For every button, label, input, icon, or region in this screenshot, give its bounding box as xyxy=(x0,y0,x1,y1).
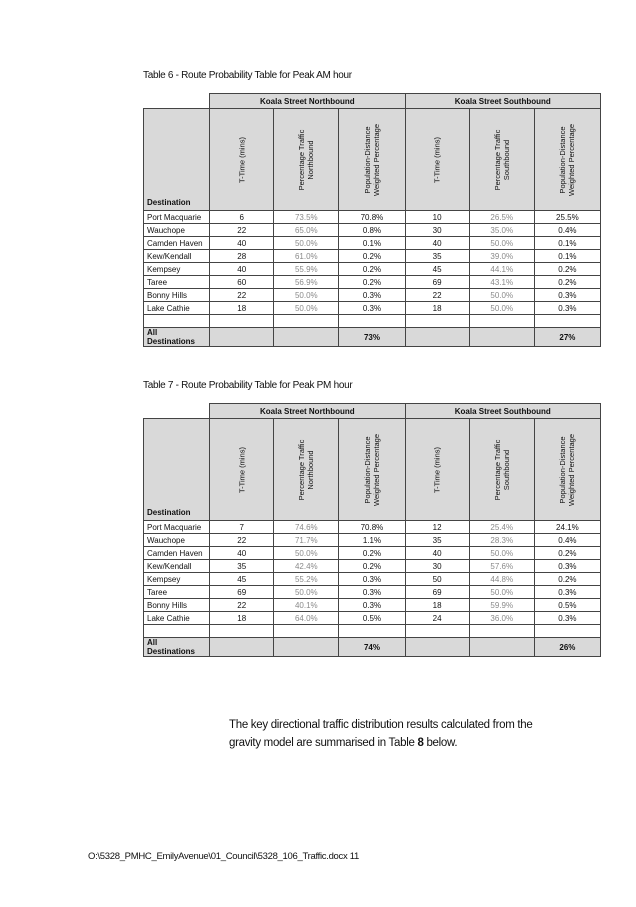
destination-cell: Kempsey xyxy=(144,573,210,586)
value-cell: 0.2% xyxy=(339,263,405,276)
value-cell: 0.2% xyxy=(339,560,405,573)
empty-cell xyxy=(405,328,469,347)
value-cell: 18 xyxy=(405,599,469,612)
value-cell: 18 xyxy=(210,302,274,315)
value-cell: 35 xyxy=(210,560,274,573)
column-header-label: T-Time (mins) xyxy=(237,446,247,493)
value-cell: 24.1% xyxy=(534,521,600,534)
column-header-wrap xyxy=(406,419,469,520)
column-header-label: T-Time (mins) xyxy=(237,136,247,183)
group-northbound: Koala Street Northbound xyxy=(210,404,405,419)
value-cell: 50.0% xyxy=(469,586,534,599)
value-cell: 0.2% xyxy=(534,547,600,560)
total-label: All Destinations xyxy=(144,638,210,657)
value-cell: 35 xyxy=(405,534,469,547)
value-cell: 35 xyxy=(405,250,469,263)
value-cell: 0.2% xyxy=(339,276,405,289)
empty-cell xyxy=(210,638,274,657)
table-6 xyxy=(143,93,601,347)
value-cell: 40 xyxy=(210,263,274,276)
group-header-row xyxy=(144,94,601,109)
value-cell: 36.0% xyxy=(469,612,534,625)
empty-cell xyxy=(534,625,600,638)
group-southbound: Koala Street Southbound xyxy=(405,94,600,109)
column-header xyxy=(469,109,534,211)
destination-cell: Camden Haven xyxy=(144,547,210,560)
group-southbound: Koala Street Southbound xyxy=(405,404,600,419)
value-cell: 0.3% xyxy=(339,573,405,586)
empty-cell xyxy=(274,638,339,657)
column-header-label: T-Time (mins) xyxy=(432,446,442,493)
column-header-wrap xyxy=(339,419,404,520)
empty-cell xyxy=(405,625,469,638)
table-6-caption: Table 6 - Route Probability Table for Peak AM hour xyxy=(143,70,352,81)
group-header-row xyxy=(144,404,601,419)
corner-cell xyxy=(144,404,210,419)
value-cell: 22 xyxy=(405,289,469,302)
empty-cell xyxy=(469,315,534,328)
table-row xyxy=(144,263,601,276)
table-row xyxy=(144,224,601,237)
empty-cell xyxy=(210,328,274,347)
value-cell: 69 xyxy=(405,586,469,599)
value-cell: 0.2% xyxy=(534,263,600,276)
value-cell: 50.0% xyxy=(274,289,339,302)
value-cell: 0.2% xyxy=(534,276,600,289)
value-cell: 40 xyxy=(210,547,274,560)
empty-cell xyxy=(210,625,274,638)
value-cell: 50 xyxy=(405,573,469,586)
column-header-row xyxy=(144,419,601,521)
value-cell: 28 xyxy=(210,250,274,263)
destination-header: Destination xyxy=(144,419,210,521)
destination-cell: Bonny Hills xyxy=(144,599,210,612)
value-cell: 70.8% xyxy=(339,211,405,224)
value-cell: 45 xyxy=(210,573,274,586)
empty-cell xyxy=(144,625,210,638)
column-header-label: Population-Distance Weighted Percentage xyxy=(362,123,381,196)
destination-cell: Kew/Kendall xyxy=(144,250,210,263)
value-cell: 24 xyxy=(405,612,469,625)
value-cell: 70.8% xyxy=(339,521,405,534)
column-header xyxy=(210,419,274,521)
column-header-label: Percentage Traffic Southbound xyxy=(492,439,511,500)
value-cell: 0.3% xyxy=(534,560,600,573)
value-cell: 55.2% xyxy=(274,573,339,586)
value-cell: 0.3% xyxy=(534,302,600,315)
table-row xyxy=(144,276,601,289)
value-cell: 43.1% xyxy=(469,276,534,289)
column-header-wrap xyxy=(470,419,534,520)
column-header-wrap xyxy=(274,109,338,210)
value-cell: 0.1% xyxy=(534,250,600,263)
value-cell: 61.0% xyxy=(274,250,339,263)
table-row xyxy=(144,534,601,547)
value-cell: 22 xyxy=(210,534,274,547)
table-row xyxy=(144,573,601,586)
column-header-wrap xyxy=(210,109,273,210)
value-cell: 50.0% xyxy=(274,586,339,599)
total-label: All Destinations xyxy=(144,328,210,347)
value-cell: 0.1% xyxy=(534,237,600,250)
value-cell: 22 xyxy=(210,224,274,237)
empty-cell xyxy=(339,625,405,638)
table-row xyxy=(144,302,601,315)
spacer-row xyxy=(144,625,601,638)
table-row xyxy=(144,250,601,263)
value-cell: 28.3% xyxy=(469,534,534,547)
value-cell: 64.0% xyxy=(274,612,339,625)
empty-cell xyxy=(144,315,210,328)
column-header-label: Population-Distance Weighted Percentage xyxy=(558,123,577,196)
value-cell: 0.3% xyxy=(534,586,600,599)
value-cell: 40 xyxy=(210,237,274,250)
value-cell: 57.6% xyxy=(469,560,534,573)
column-header xyxy=(405,419,469,521)
empty-cell xyxy=(210,315,274,328)
column-header xyxy=(339,419,405,521)
value-cell: 50.0% xyxy=(469,237,534,250)
value-cell: 7 xyxy=(210,521,274,534)
value-cell: 42.4% xyxy=(274,560,339,573)
destination-cell: Kew/Kendall xyxy=(144,560,210,573)
value-cell: 74.6% xyxy=(274,521,339,534)
corner-cell xyxy=(144,94,210,109)
value-cell: 59.9% xyxy=(469,599,534,612)
table-row xyxy=(144,612,601,625)
destination-cell: Bonny Hills xyxy=(144,289,210,302)
empty-cell xyxy=(534,315,600,328)
destination-cell: Lake Cathie xyxy=(144,612,210,625)
value-cell: 0.1% xyxy=(339,237,405,250)
table-row xyxy=(144,521,601,534)
body-paragraph xyxy=(229,716,559,752)
value-cell: 50.0% xyxy=(274,547,339,560)
value-cell: 0.3% xyxy=(339,289,405,302)
value-cell: 50.0% xyxy=(469,289,534,302)
total-southbound: 26% xyxy=(534,638,600,657)
value-cell: 50.0% xyxy=(469,547,534,560)
column-header-label: Population-Distance Weighted Percentage xyxy=(558,433,577,506)
value-cell: 73.5% xyxy=(274,211,339,224)
table-row xyxy=(144,237,601,250)
value-cell: 40 xyxy=(405,547,469,560)
column-header-label: Percentage Traffic Northbound xyxy=(297,129,316,190)
value-cell: 18 xyxy=(210,612,274,625)
table-row xyxy=(144,586,601,599)
column-header xyxy=(339,109,405,211)
value-cell: 0.3% xyxy=(339,599,405,612)
value-cell: 0.5% xyxy=(339,612,405,625)
value-cell: 0.2% xyxy=(534,573,600,586)
total-row xyxy=(144,328,601,347)
value-cell: 35.0% xyxy=(469,224,534,237)
value-cell: 25.5% xyxy=(534,211,600,224)
destination-cell: Camden Haven xyxy=(144,237,210,250)
value-cell: 30 xyxy=(405,560,469,573)
empty-cell xyxy=(274,625,339,638)
empty-cell xyxy=(274,328,339,347)
value-cell: 44.1% xyxy=(469,263,534,276)
column-header xyxy=(405,109,469,211)
value-cell: 18 xyxy=(405,302,469,315)
footer-file-path: O:\5328_PMHC_EmilyAvenue\01_Council\5328_106_Traffic.docx 11 xyxy=(88,851,360,862)
destination-cell: Wauchope xyxy=(144,224,210,237)
group-northbound: Koala Street Northbound xyxy=(210,94,405,109)
empty-cell xyxy=(469,328,534,347)
value-cell: 1.1% xyxy=(339,534,405,547)
column-header-wrap xyxy=(535,109,600,210)
column-header-label: T-Time (mins) xyxy=(432,136,442,183)
column-header-wrap xyxy=(339,109,404,210)
column-header-row xyxy=(144,109,601,211)
destination-cell: Taree xyxy=(144,586,210,599)
destination-cell: Kempsey xyxy=(144,263,210,276)
value-cell: 0.3% xyxy=(534,612,600,625)
paragraph-text-end: below. xyxy=(423,737,458,749)
table-row xyxy=(144,547,601,560)
value-cell: 50.0% xyxy=(274,237,339,250)
value-cell: 56.9% xyxy=(274,276,339,289)
value-cell: 25.4% xyxy=(469,521,534,534)
column-header xyxy=(534,109,600,211)
empty-cell xyxy=(469,638,534,657)
spacer-row xyxy=(144,315,601,328)
value-cell: 65.0% xyxy=(274,224,339,237)
value-cell: 69 xyxy=(405,276,469,289)
value-cell: 0.4% xyxy=(534,534,600,547)
column-header xyxy=(274,419,339,521)
value-cell: 22 xyxy=(210,289,274,302)
destination-cell: Wauchope xyxy=(144,534,210,547)
table-7 xyxy=(143,403,601,657)
total-northbound: 74% xyxy=(339,638,405,657)
column-header-label: Population-Distance Weighted Percentage xyxy=(362,433,381,506)
table-row xyxy=(144,560,601,573)
empty-cell xyxy=(339,315,405,328)
table-row xyxy=(144,211,601,224)
column-header-wrap xyxy=(470,109,534,210)
destination-cell: Port Macquarie xyxy=(144,211,210,224)
destination-cell: Taree xyxy=(144,276,210,289)
value-cell: 0.4% xyxy=(534,224,600,237)
value-cell: 26.5% xyxy=(469,211,534,224)
destination-header: Destination xyxy=(144,109,210,211)
value-cell: 60 xyxy=(210,276,274,289)
value-cell: 71.7% xyxy=(274,534,339,547)
paragraph-text: The key directional traffic distribution results calculated from the gravity model are summarised in Table xyxy=(229,719,533,749)
value-cell: 0.5% xyxy=(534,599,600,612)
column-header-label: Percentage Traffic Northbound xyxy=(297,439,316,500)
column-header xyxy=(534,419,600,521)
value-cell: 50.0% xyxy=(469,302,534,315)
value-cell: 10 xyxy=(405,211,469,224)
table-row xyxy=(144,599,601,612)
empty-cell xyxy=(405,315,469,328)
empty-cell xyxy=(274,315,339,328)
column-header-wrap xyxy=(210,419,273,520)
value-cell: 39.0% xyxy=(469,250,534,263)
paragraph-table-ref: 8 xyxy=(417,737,424,749)
value-cell: 44.8% xyxy=(469,573,534,586)
value-cell: 45 xyxy=(405,263,469,276)
column-header xyxy=(210,109,274,211)
value-cell: 40 xyxy=(405,237,469,250)
value-cell: 0.3% xyxy=(534,289,600,302)
value-cell: 0.3% xyxy=(339,302,405,315)
column-header-wrap xyxy=(274,419,338,520)
column-header xyxy=(469,419,534,521)
value-cell: 0.3% xyxy=(339,586,405,599)
value-cell: 69 xyxy=(210,586,274,599)
value-cell: 6 xyxy=(210,211,274,224)
value-cell: 0.2% xyxy=(339,547,405,560)
empty-cell xyxy=(469,625,534,638)
table-row xyxy=(144,289,601,302)
total-row xyxy=(144,638,601,657)
value-cell: 50.0% xyxy=(274,302,339,315)
column-header-wrap xyxy=(406,109,469,210)
value-cell: 0.2% xyxy=(339,250,405,263)
column-header-label: Percentage Traffic Southbound xyxy=(492,129,511,190)
total-northbound: 73% xyxy=(339,328,405,347)
empty-cell xyxy=(405,638,469,657)
value-cell: 40.1% xyxy=(274,599,339,612)
value-cell: 55.9% xyxy=(274,263,339,276)
total-southbound: 27% xyxy=(534,328,600,347)
table-7-caption: Table 7 - Route Probability Table for Peak PM hour xyxy=(143,380,353,391)
value-cell: 0.8% xyxy=(339,224,405,237)
destination-cell: Port Macquarie xyxy=(144,521,210,534)
destination-cell: Lake Cathie xyxy=(144,302,210,315)
column-header-wrap xyxy=(535,419,600,520)
value-cell: 30 xyxy=(405,224,469,237)
value-cell: 22 xyxy=(210,599,274,612)
value-cell: 12 xyxy=(405,521,469,534)
column-header xyxy=(274,109,339,211)
